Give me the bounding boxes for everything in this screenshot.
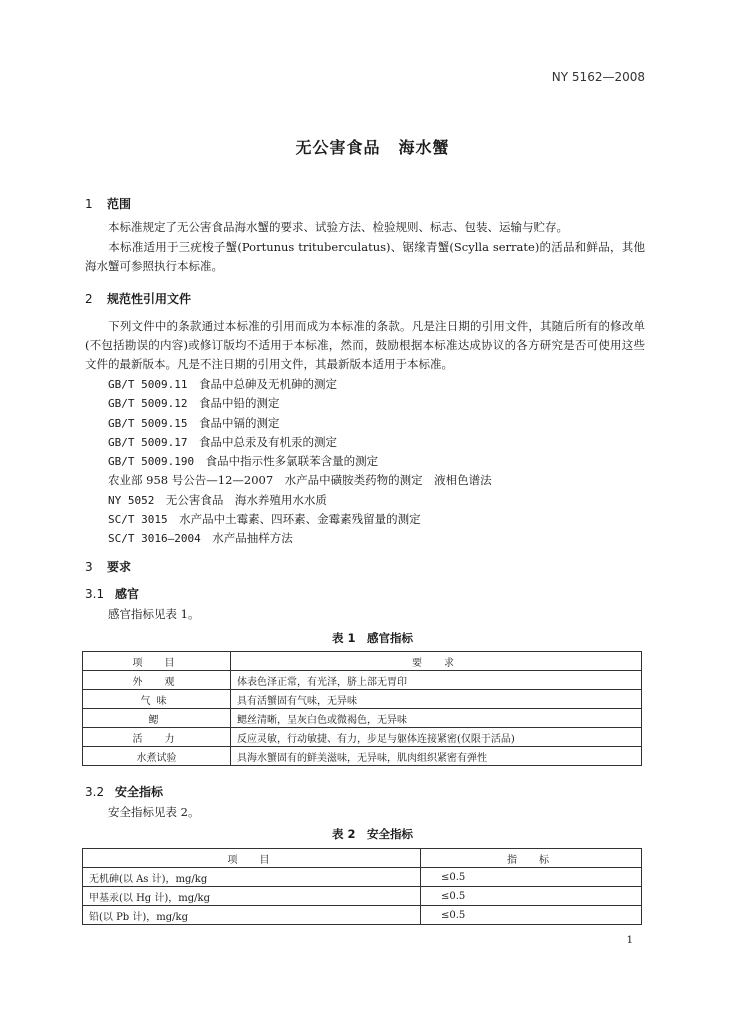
table-header-row — [83, 849, 642, 868]
reference-list — [108, 375, 492, 549]
page-number: 1 — [626, 935, 633, 946]
table-header-cell: 要 求 — [231, 652, 642, 671]
section-number: 2 — [85, 292, 93, 306]
table-row: 无机砷(以 As 计)，mg/kg ≤0.5 — [83, 868, 642, 887]
table-header-cell: 项 目 — [83, 652, 231, 671]
table-row: 外 观 体表色泽正常，有光泽，脐上部无胃印 — [83, 671, 642, 690]
paragraph-text: 下列文件中的条款通过本标准的引用而成为本标准的条款。凡是注日期的引用文件，其随后所有的修改单(不包括勘误的内容)或修订版均不适用于本标准，然而，鼓励根据本标准达成协议的各方研究是否可使用这些文件的最新版本。凡是不注日期的引用文件，其最新版本适用于本标准。 — [85, 319, 645, 371]
section-3-2-para — [85, 803, 645, 822]
paragraph-text: 本标准适用于三疣梭子蟹(Portunus trituberculatus)、锯缘青蟹(Scylla serrate)的活品和鲜品，其他海水蟹可参照执行本标准。 — [85, 240, 645, 273]
section-title: 安全指标 — [115, 785, 164, 799]
section-3-2-heading — [85, 783, 163, 800]
table-2-caption: 表 2 安全指标 — [331, 827, 413, 841]
table-row: 气味 具有活蟹固有气味，无异味 — [83, 690, 642, 709]
reference-item: GB/T 5009.11 食品中总砷及无机砷的测定 — [108, 377, 337, 391]
reference-item: GB/T 5009.190 食品中指示性多氯联苯含量的测定 — [108, 454, 379, 469]
reference-item: GB/T 5009.12 食品中铅的测定 — [108, 396, 280, 411]
reference-item: GB/T 5009.17 食品中总汞及有机汞的测定 — [108, 434, 337, 449]
section-number: 3.1 — [85, 587, 105, 601]
title-part-1: 无公害食品 — [295, 138, 381, 157]
reference-item: GB/T 5009.15 食品中镉的测定 — [108, 415, 280, 430]
section-number: 1 — [85, 197, 93, 211]
reference-item: NY 5052 无公害食品 海水养殖用水水质 — [108, 492, 327, 507]
sensory-table — [82, 651, 642, 766]
table-row: 活 力 反应灵敏，行动敏捷、有力，步足与躯体连接紧密(仅限于活品) — [83, 728, 642, 747]
table-1-caption: 表 1 感官指标 — [331, 631, 413, 645]
title-part-2: 海水蟹 — [398, 138, 450, 157]
section-title: 范围 — [107, 197, 132, 211]
section-title: 感官 — [115, 587, 140, 601]
table-header-row — [83, 652, 642, 671]
section-number: 3 — [85, 560, 93, 574]
section-number: 3.2 — [85, 785, 105, 799]
section-1-para-2 — [85, 238, 645, 276]
section-title: 要求 — [107, 560, 132, 574]
section-3-heading — [85, 558, 131, 575]
paragraph-text: 感官指标见表 1。 — [108, 607, 200, 621]
section-3-1-heading — [85, 585, 139, 602]
reference-item: 农业部 958 号公告—12—2007 水产品中磺胺类药物的测定 液相色谱法 — [108, 473, 492, 488]
table-row: 甲基汞(以 Hg 计)，mg/kg ≤0.5 — [83, 887, 642, 906]
table-row: 铅(以 Pb 计)，mg/kg ≤0.5 — [83, 906, 642, 925]
section-1-heading — [85, 195, 131, 212]
section-title: 规范性引用文件 — [107, 292, 192, 306]
section-1-para-1 — [85, 218, 645, 237]
paragraph-text: 本标准规定了无公害食品海水蟹的要求、试验方法、检验规则、标志、包装、运输与贮存。 — [108, 220, 568, 234]
document-title — [0, 135, 745, 158]
section-2-heading — [85, 290, 191, 307]
table-row: 鳃 鳃丝清晰，呈灰白色或微褐色，无异味 — [83, 709, 642, 728]
paragraph-text: 安全指标见表 2。 — [108, 805, 200, 819]
table-header-cell: 项 目 — [83, 849, 421, 868]
section-3-1-para — [85, 605, 645, 624]
reference-item: SC/T 3015 水产品中土霉素、四环素、金霉素残留量的测定 — [108, 512, 421, 527]
reference-item: SC/T 3016—2004 水产品抽样方法 — [108, 531, 293, 546]
section-2-para-1 — [85, 317, 645, 374]
table-header-cell: 指 标 — [421, 849, 642, 868]
table-row: 水煮试验 具海水蟹固有的鲜美滋味，无异味，肌肉组织紧密有弹性 — [83, 747, 642, 766]
standard-code: NY 5162—2008 — [551, 70, 645, 84]
safety-table — [82, 848, 642, 925]
